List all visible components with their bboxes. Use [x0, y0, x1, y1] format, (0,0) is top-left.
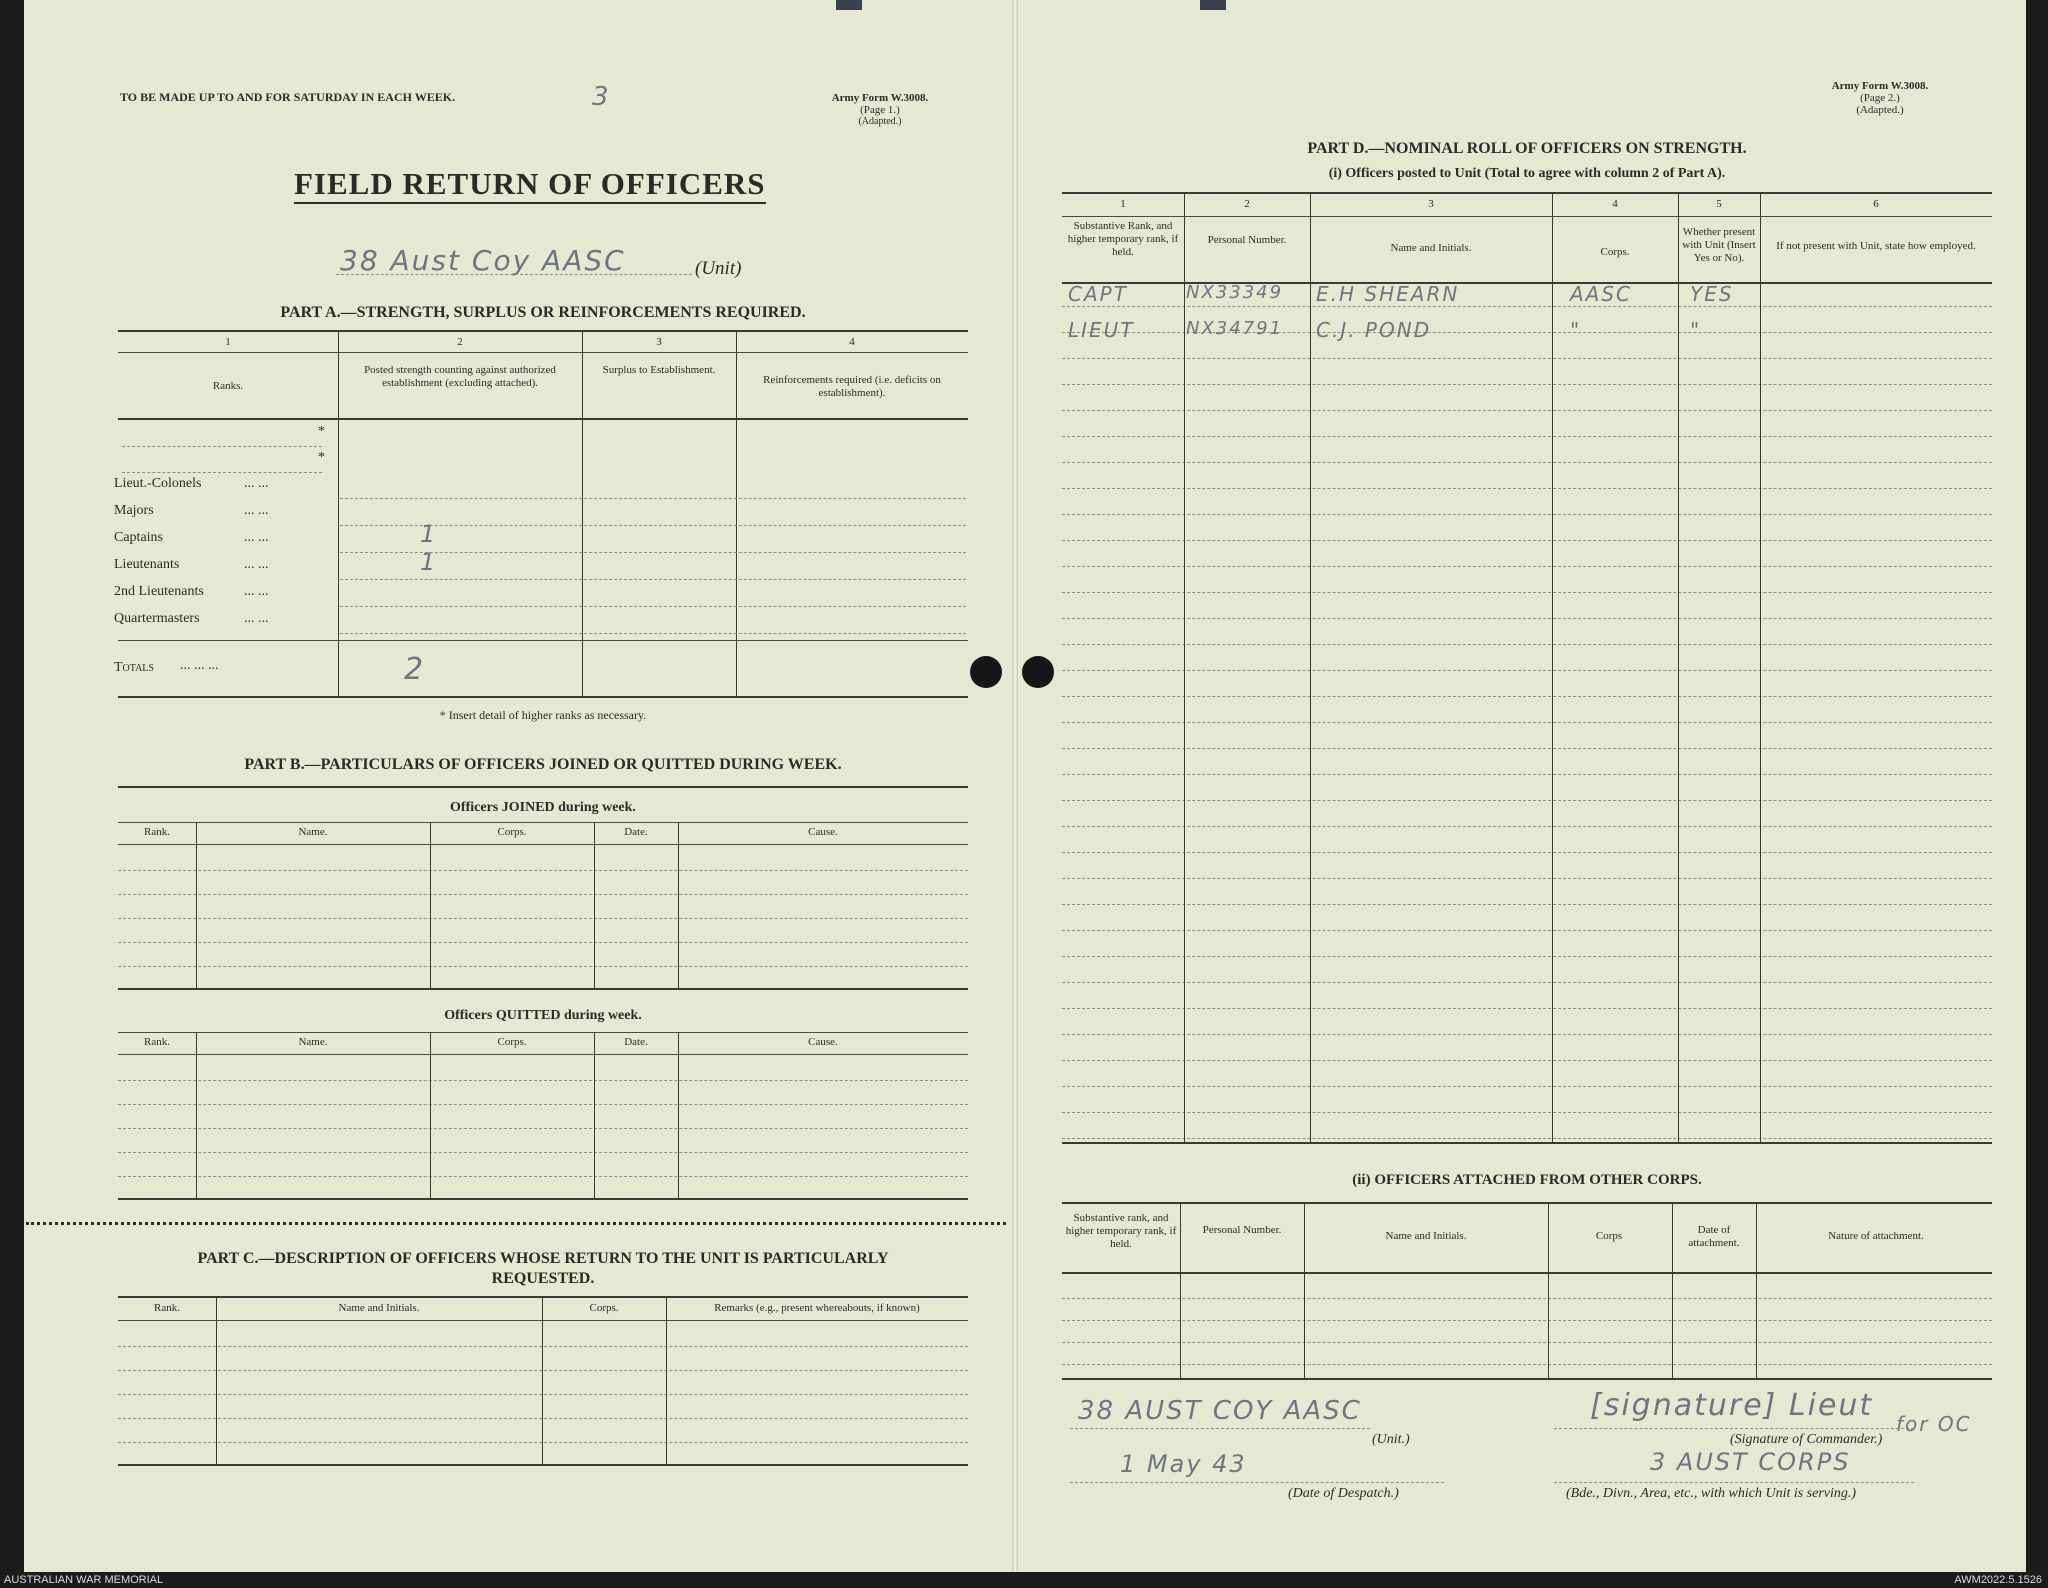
table-row-line [118, 1346, 968, 1347]
rank-label: Captains [114, 530, 163, 545]
handwritten-name: C.J. POND [1316, 318, 1432, 342]
totals-label: Totals [114, 660, 154, 675]
col-divider [216, 1296, 217, 1464]
rank-dots: ... ... [244, 503, 269, 518]
rank-row-line [340, 606, 966, 607]
rank-label: Majors [114, 503, 154, 518]
attached-header-number: Personal Number. [1202, 1224, 1282, 1236]
rank-row-line [340, 498, 966, 499]
table-row-line [118, 942, 968, 943]
roll-row-line [1062, 566, 1992, 567]
col-divider [338, 330, 339, 696]
star-mark: * [318, 424, 325, 439]
rank-dots: ... ... [244, 476, 269, 491]
part-c-header-rank: Rank. [154, 1302, 180, 1314]
part-d-subtitle: (i) Officers posted to Unit (Total to agree with column 2 of Part A). [1328, 166, 1726, 181]
handwritten-despatch-date: 1 May 43 [1120, 1450, 1247, 1478]
form-adapted: (Adapted.) [1856, 104, 1904, 116]
rank-label: Lieut.-Colonels [114, 476, 202, 491]
roll-row-line [1062, 826, 1992, 827]
tear-line [26, 1222, 1006, 1225]
punch-hole [1022, 656, 1054, 688]
header-posted-strength: Posted strength counting against authorized establishment (excluding attached). [364, 364, 556, 389]
roll-row-line [1062, 800, 1992, 801]
col-number: 5 [1716, 198, 1722, 210]
col-divider [594, 822, 595, 988]
roll-row-line [1062, 1034, 1992, 1035]
table-row-line [118, 1394, 968, 1395]
handwritten-captains: 1 [420, 520, 438, 548]
header-personal-number: Personal Number. [1207, 234, 1287, 246]
roll-row-line [1062, 384, 1992, 385]
roll-row-line [1062, 1086, 1992, 1087]
unit-label-2: (Unit.) [1372, 1432, 1410, 1447]
joined-header-cause: Cause. [808, 826, 838, 838]
table-row-line [1062, 1298, 1992, 1299]
rule [118, 1296, 968, 1298]
rule [118, 1198, 968, 1200]
roll-row-line [1062, 462, 1992, 463]
col-number: 3 [656, 336, 662, 348]
form-id-block [810, 92, 950, 127]
table-row-line [118, 918, 968, 919]
rank-dots: ... ... [244, 557, 269, 572]
handwritten-name: E.H SHEARN [1316, 282, 1460, 306]
header-reinforcements: Reinforcements required (i.e. deficits on establishment). [763, 374, 941, 399]
col-divider [196, 1032, 197, 1198]
col-number: 3 [1428, 198, 1434, 210]
quitted-header-rank: Rank. [144, 1036, 170, 1048]
table-row-line [118, 894, 968, 895]
col-divider [1304, 1202, 1305, 1378]
rule [118, 1464, 968, 1466]
roll-row-line [1062, 358, 1992, 359]
joined-header-date: Date. [624, 826, 648, 838]
handwritten-commander-signature: [signature] Lieut [1590, 1388, 1874, 1423]
attached-title: (ii) OFFICERS ATTACHED FROM OTHER CORPS. [1352, 1172, 1702, 1188]
rule [118, 1320, 968, 1321]
roll-row-line [1062, 514, 1992, 515]
table-row-line [1062, 1364, 1992, 1365]
roll-row-line [1062, 696, 1992, 697]
quitted-header-cause: Cause. [808, 1036, 838, 1048]
roll-row-line [1062, 748, 1992, 749]
rule [118, 1054, 968, 1055]
col-divider [430, 1032, 431, 1198]
handwritten-present: " [1690, 318, 1702, 342]
part-b-title: PART B.—PARTICULARS OF OFFICERS JOINED OR QUITTED DURING WEEK. [244, 756, 842, 773]
instruction-text: TO BE MADE UP TO AND FOR SATURDAY IN EACH WEEK. [120, 90, 456, 104]
roll-row-line [1062, 1008, 1992, 1009]
quitted-header-date: Date. [624, 1036, 648, 1048]
table-row-line [118, 1442, 968, 1443]
attached-header-corps: Corps [1595, 1230, 1623, 1242]
form-id: Army Form W.3008. [831, 92, 929, 104]
col-divider [1760, 192, 1761, 1142]
table-row-line [118, 966, 968, 967]
footer-institution: AUSTRALIAN WAR MEMORIAL [4, 1574, 164, 1586]
part-a-title: PART A.—STRENGTH, SURPLUS OR REINFORCEMENTS REQUIRED. [280, 304, 806, 321]
rule [1062, 1272, 1992, 1274]
handwritten-unit: 38 Aust Coy AASC [340, 244, 626, 277]
form-id-block-2 [1810, 80, 1950, 116]
table-row-line [118, 870, 968, 871]
rule [118, 988, 968, 990]
handwritten-personal-number: NX33349 [1186, 282, 1284, 303]
part-a-bottom-rule [118, 696, 968, 698]
form-page: (Page 2.) [1860, 92, 1900, 104]
date-line [1070, 1482, 1444, 1483]
table-row-line [1062, 1342, 1992, 1343]
roll-row-line [1062, 410, 1992, 411]
form-adapted: (Adapted.) [858, 116, 902, 127]
rank-line [122, 446, 322, 447]
form-title: FIELD RETURN OF OFFICERS [294, 166, 766, 204]
roll-row-line [1062, 982, 1992, 983]
handwritten-rank: LIEUT [1068, 318, 1135, 342]
rule [1062, 192, 1992, 194]
center-fold [1012, 0, 1018, 1572]
date-label: (Date of Despatch.) [1288, 1486, 1399, 1501]
roll-row-line [1062, 644, 1992, 645]
handwritten-personal-number: NX34791 [1186, 318, 1284, 339]
binding-tab [836, 0, 862, 10]
joined-title: Officers JOINED during week. [450, 800, 636, 815]
handwritten-corps: AASC [1570, 282, 1633, 306]
col-divider [1548, 1202, 1549, 1378]
roll-row-line [1062, 722, 1992, 723]
roll-row-line [1062, 488, 1992, 489]
col-divider [736, 330, 737, 696]
roll-row-line [1062, 436, 1992, 437]
col-divider [1672, 1202, 1673, 1378]
roll-row-line [1062, 904, 1992, 905]
part-c-header-corps: Corps. [589, 1302, 619, 1314]
footer-accession: AWM2022.5.1526 [1954, 1574, 2042, 1586]
col-number: 6 [1873, 198, 1879, 210]
part-c-header-name: Name and Initials. [338, 1302, 420, 1314]
roll-row-line [1062, 306, 1992, 307]
joined-header-rank: Rank. [144, 826, 170, 838]
table-row-line [1062, 1320, 1992, 1321]
part-d-bottom-rule [1062, 1142, 1992, 1144]
handwritten-unit-2: 38 AUST COY AASC [1078, 1396, 1362, 1426]
roll-row-line [1062, 956, 1992, 957]
col-divider [542, 1296, 543, 1464]
rank-label: Quartermasters [114, 611, 200, 626]
rule [118, 786, 968, 788]
table-row-line [118, 1104, 968, 1105]
star-mark: * [318, 450, 325, 465]
col-number: 2 [1244, 198, 1250, 210]
handwritten-total: 2 [404, 652, 426, 687]
roll-row-line [1062, 1112, 1992, 1113]
roll-row-line [1062, 670, 1992, 671]
attached-header-date: Date of attachment. [1688, 1224, 1740, 1249]
roll-row-line [1062, 618, 1992, 619]
unit-line [1070, 1428, 1370, 1429]
rule [118, 352, 968, 353]
col-number: 2 [457, 336, 463, 348]
roll-row-line [1062, 1138, 1992, 1139]
attached-header-nature: Nature of attachment. [1828, 1230, 1924, 1242]
col-divider [582, 330, 583, 696]
col-divider [678, 822, 679, 988]
header-corps: Corps. [1600, 246, 1630, 258]
part-c-header-remarks: Remarks (e.g., present whereabouts, if known) [714, 1302, 920, 1314]
signature-line [1554, 1428, 1914, 1429]
rank-dots: ... ... [244, 530, 269, 545]
header-ranks: Ranks. [212, 380, 244, 392]
col-divider [594, 1032, 595, 1198]
totals-dots: ... ... ... [180, 658, 219, 673]
col-divider [1552, 192, 1553, 1142]
roll-row-line [1062, 774, 1992, 775]
rule [1062, 216, 1992, 217]
quitted-title: Officers QUITTED during week. [444, 1008, 642, 1023]
part-c-title-line2: REQUESTED. [491, 1270, 595, 1287]
rank-label: Lieutenants [114, 557, 180, 572]
col-divider [1180, 1202, 1181, 1378]
joined-header-name: Name. [298, 826, 328, 838]
rank-dots: ... ... [244, 584, 269, 599]
roll-row-line [1062, 540, 1992, 541]
header-rank: Substantive Rank, and higher temporary rank, if held. [1067, 220, 1179, 258]
col-divider [1678, 192, 1679, 1142]
rank-line [122, 472, 322, 473]
col-divider [196, 822, 197, 988]
table-row-line [118, 1418, 968, 1419]
col-divider [430, 822, 431, 988]
part-c-title-line1: PART C.—DESCRIPTION OF OFFICERS WHOSE RETURN TO THE UNIT IS PARTICULARLY [197, 1250, 889, 1267]
col-divider [666, 1296, 667, 1464]
roll-row-line [1062, 930, 1992, 931]
col-number: 4 [1612, 198, 1618, 210]
rank-row-line [340, 633, 966, 634]
header-name: Name and Initials. [1390, 242, 1472, 254]
handwritten-rank: CAPT [1068, 282, 1128, 306]
handwritten-page-number: 3 [592, 82, 611, 112]
header-surplus: Surplus to Establishment. [602, 364, 716, 376]
handwritten-lieutenants: 1 [420, 548, 438, 576]
attached-header-rank: Substantive rank, and higher temporary rank, if held. [1065, 1212, 1177, 1250]
col-number: 1 [225, 336, 231, 348]
unit-label: (Unit) [695, 258, 742, 279]
part-d-title: PART D.—NOMINAL ROLL OF OFFICERS ON STRENGTH. [1307, 140, 1747, 157]
roll-row-line [1062, 878, 1992, 879]
roll-row-line [1062, 852, 1992, 853]
rule [1062, 1378, 1992, 1380]
rule [118, 822, 968, 823]
table-row-line [118, 1080, 968, 1081]
part-a-top-rule [118, 330, 968, 332]
handwritten-corps: " [1570, 318, 1582, 342]
table-row-line [118, 1176, 968, 1177]
header-employed: If not present with Unit, state how employed. [1776, 240, 1976, 252]
form-page: (Page 1.) [860, 104, 900, 116]
header-present: Whether present with Unit (Insert Yes or No). [1682, 226, 1756, 264]
table-row-line [118, 1370, 968, 1371]
handwritten-present: YES [1690, 282, 1734, 306]
rule [118, 1032, 968, 1033]
col-number: 1 [1120, 198, 1126, 210]
roll-row-line [1062, 1060, 1992, 1061]
col-divider [1184, 192, 1185, 1142]
attached-header-name: Name and Initials. [1385, 1230, 1467, 1242]
col-number: 4 [849, 336, 855, 348]
col-divider [1756, 1202, 1757, 1378]
rank-row-line [340, 579, 966, 580]
form-id: Army Form W.3008. [1831, 80, 1929, 92]
joined-header-corps: Corps. [497, 826, 527, 838]
rank-label: 2nd Lieutenants [114, 584, 204, 599]
roll-row-line [1062, 592, 1992, 593]
commander-label: (Signature of Commander.) [1730, 1432, 1883, 1447]
handwritten-formation: 3 AUST CORPS [1650, 1448, 1851, 1476]
totals-rule [118, 640, 968, 641]
quitted-header-name: Name. [298, 1036, 328, 1048]
binding-tab [1200, 0, 1226, 10]
table-row-line [118, 1152, 968, 1153]
header-bottom-rule [118, 418, 968, 420]
punch-hole [970, 656, 1002, 688]
rule [118, 844, 968, 845]
formation-line [1554, 1482, 1914, 1483]
table-row-line [118, 1128, 968, 1129]
rule [1062, 1202, 1992, 1204]
unit-line [336, 274, 692, 275]
handwritten-for-oc: for OC [1896, 1412, 1972, 1436]
part-a-footnote: * Insert detail of higher ranks as necessary. [439, 708, 647, 722]
rank-dots: ... ... [244, 611, 269, 626]
quitted-header-corps: Corps. [497, 1036, 527, 1048]
col-divider [678, 1032, 679, 1198]
col-divider [1310, 192, 1311, 1142]
formation-label: (Bde., Divn., Area, etc., with which Unit is serving.) [1566, 1486, 1857, 1501]
